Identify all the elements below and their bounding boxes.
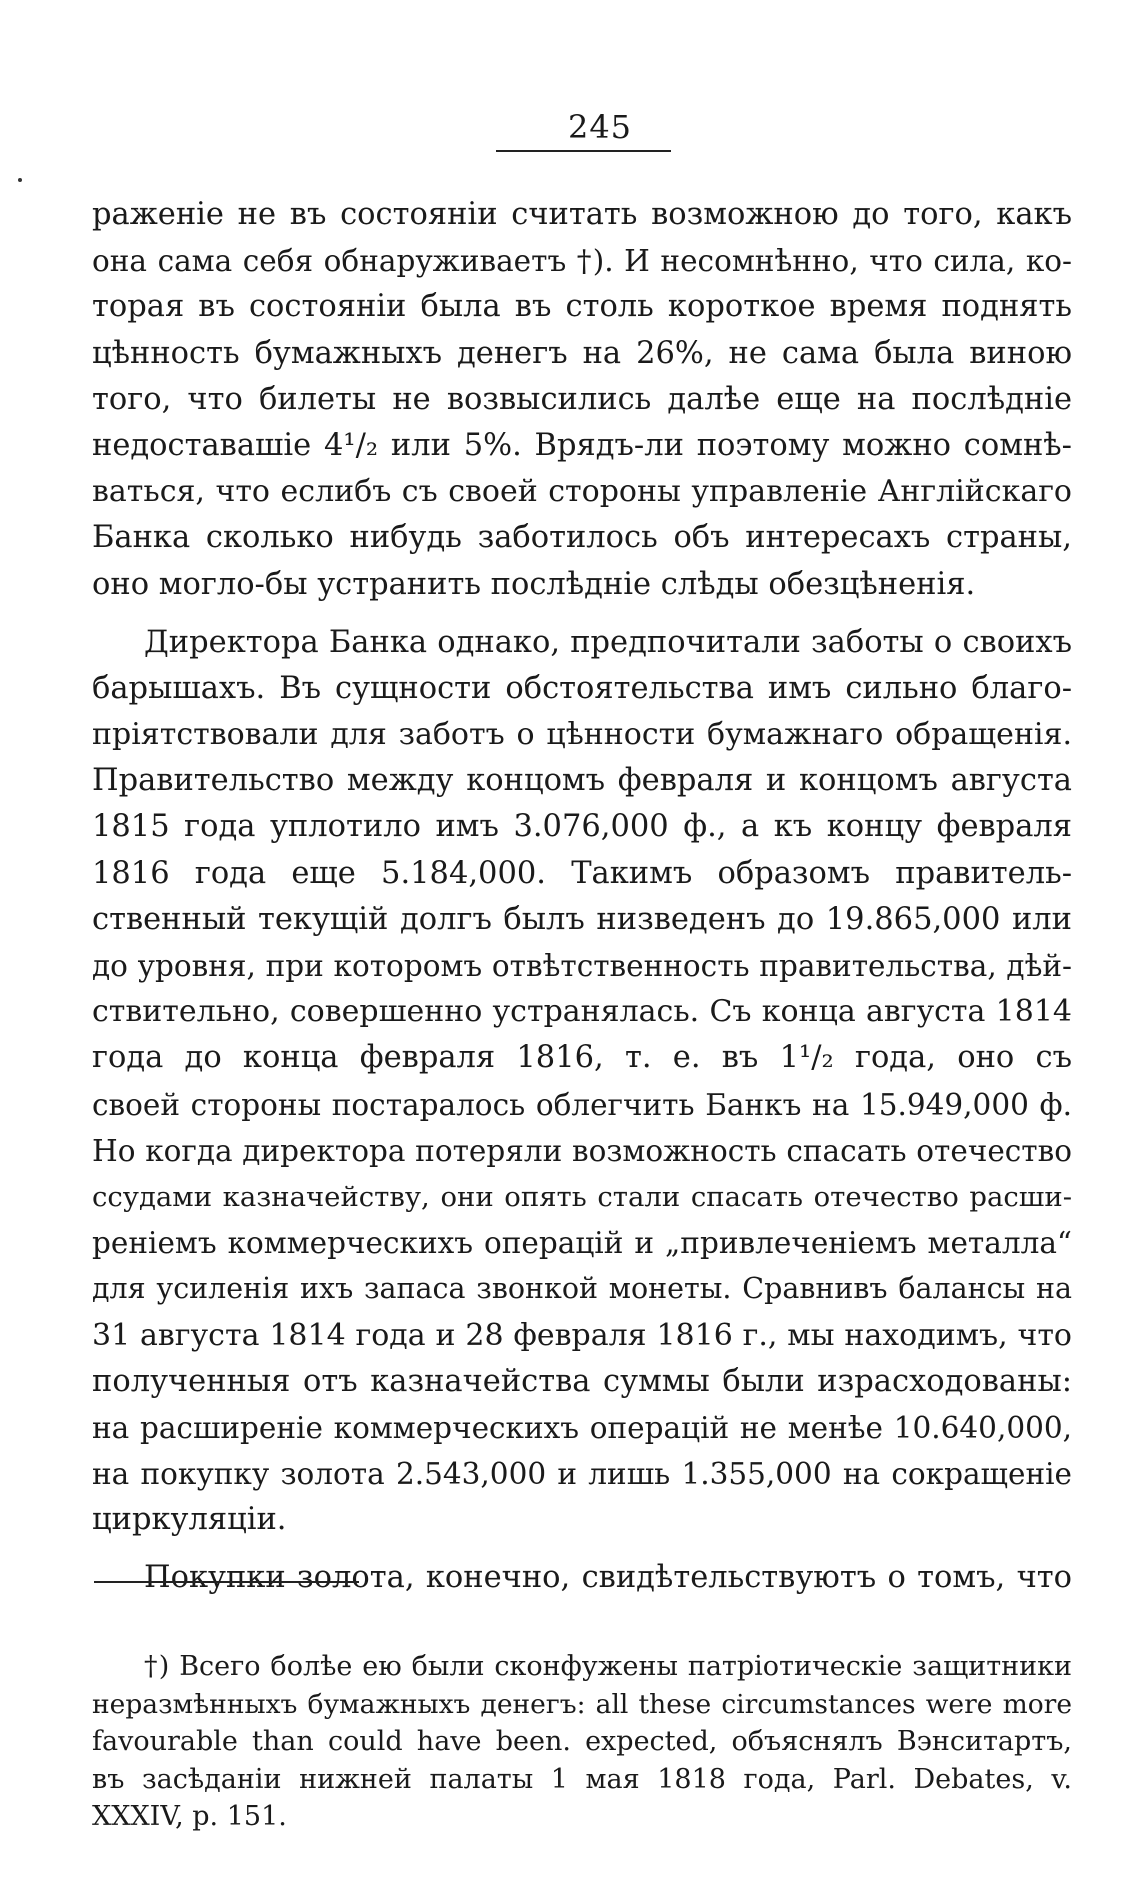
text-line: ственный текущій долгъ былъ низведенъ до 19.865,000 или: [92, 901, 1072, 937]
page-number: 245: [567, 108, 633, 146]
paragraph-1: [92, 192, 1072, 608]
footnote-line: †) Всего болѣе ею были сконфужены патріотическіе защитники: [144, 1651, 1072, 1682]
text-line: Покупки золота, конечно, свидѣтельствуютъ о томъ, что: [144, 1560, 1072, 1596]
text-line: ствительно, совершенно устранялась. Съ конца августа 1814: [92, 994, 1072, 1030]
text-line: на расширеніе коммерческихъ операцій не менѣе 10.640,000,: [92, 1410, 1072, 1445]
text-line: раженіе не въ состояніи считать возможною до того, какъ: [92, 197, 1072, 232]
text-line: Но когда директора потеряли возможность спасать отечество: [92, 1133, 1072, 1168]
footnote-line: въ засѣданіи нижней палаты 1 мая 1818 года, Parl. Debates, v.: [92, 1763, 1072, 1795]
paragraph-3: [92, 1555, 1072, 1601]
text-line: она сама себя обнаруживаетъ †). И несомнѣнно, что сила, ко-: [92, 244, 1072, 279]
text-line: Банка сколько нибудь заботилось объ интересахъ страны,: [92, 520, 1072, 556]
print-speck: [18, 178, 22, 182]
text-line: ваться, что еслибъ съ своей стороны управленіе Англійскаго: [92, 474, 1072, 510]
main-text: [92, 192, 1072, 1602]
footnote-line: XXXIV, p. 151.: [92, 1801, 287, 1832]
footnote: [92, 1648, 1072, 1836]
text-line: пріятствовали для заботъ о цѣнности бумажнаго обращенія.: [92, 717, 1072, 753]
text-line: циркуляціи.: [92, 1502, 287, 1538]
text-line: того, что билеты не возвысились далѣе еще на послѣдніе: [92, 381, 1072, 417]
text-line: на покупку золота 2.543,000 и лишь 1.355,000 на сокращеніе: [92, 1457, 1072, 1492]
text-line: до уровня, при которомъ отвѣтственность правительства, дѣй-: [92, 949, 1072, 983]
footnote-line: неразмѣнныхъ бумажныхъ денегъ: all these circumstances were more: [92, 1688, 1072, 1720]
page-number-rule: [496, 150, 671, 152]
footnote-line: favourable than could have been. expected, объяснялъ Вэнситартъ,: [92, 1726, 1072, 1757]
text-line: 31 августа 1814 года и 28 февраля 1816 г., мы находимъ, что: [92, 1317, 1072, 1353]
text-line: года до конца февраля 1816, т. е. въ 1¹/₂ года, оно съ: [92, 1040, 1072, 1076]
paragraph-2: [92, 620, 1072, 1544]
text-line: полученныя отъ казначейства суммы были израсходованы:: [92, 1363, 1072, 1399]
text-line: 1815 года уплотило имъ 3.076,000 ф., а къ концу февраля: [92, 809, 1072, 845]
text-line: реніемъ коммерческихъ операцій и „привлеченіемъ металла“: [92, 1226, 1072, 1261]
text-line: торая въ состояніи была въ столь короткое время поднять: [92, 289, 1072, 325]
text-line: своей стороны постаралось облегчить Банкъ на 15.949,000 ф.: [92, 1087, 1072, 1122]
footnote-rule: [94, 1581, 359, 1583]
text-line: ссудами казначейству, они опять стали спасать отечество расши-: [92, 1180, 1072, 1213]
text-line: Правительство между концомъ февраля и концомъ августа: [92, 763, 1072, 799]
text-line: недоставашіе 4¹/₂ или 5%. Врядъ-ли поэтому можно сомнѣ-: [92, 427, 1072, 463]
text-line: Директора Банка однако, предпочитали заботы о своихъ: [144, 624, 1072, 660]
text-line: цѣнность бумажныхъ денегъ на 26%, не сама была виною: [92, 335, 1072, 371]
paragraph-gap: [92, 1543, 1072, 1555]
paragraph-gap: [92, 608, 1072, 620]
text-line: оно могло-бы устранить послѣдніе слѣды обезцѣненія.: [92, 566, 976, 602]
text-line: барышахъ. Въ сущности обстоятельства имъ сильно благо-: [92, 670, 1072, 706]
text-line: 1816 года еще 5.184,000. Такимъ образомъ правитель-: [92, 855, 1072, 891]
text-line: для усиленія ихъ запаса звонкой монеты. Сравнивъ балансы на: [92, 1272, 1072, 1306]
